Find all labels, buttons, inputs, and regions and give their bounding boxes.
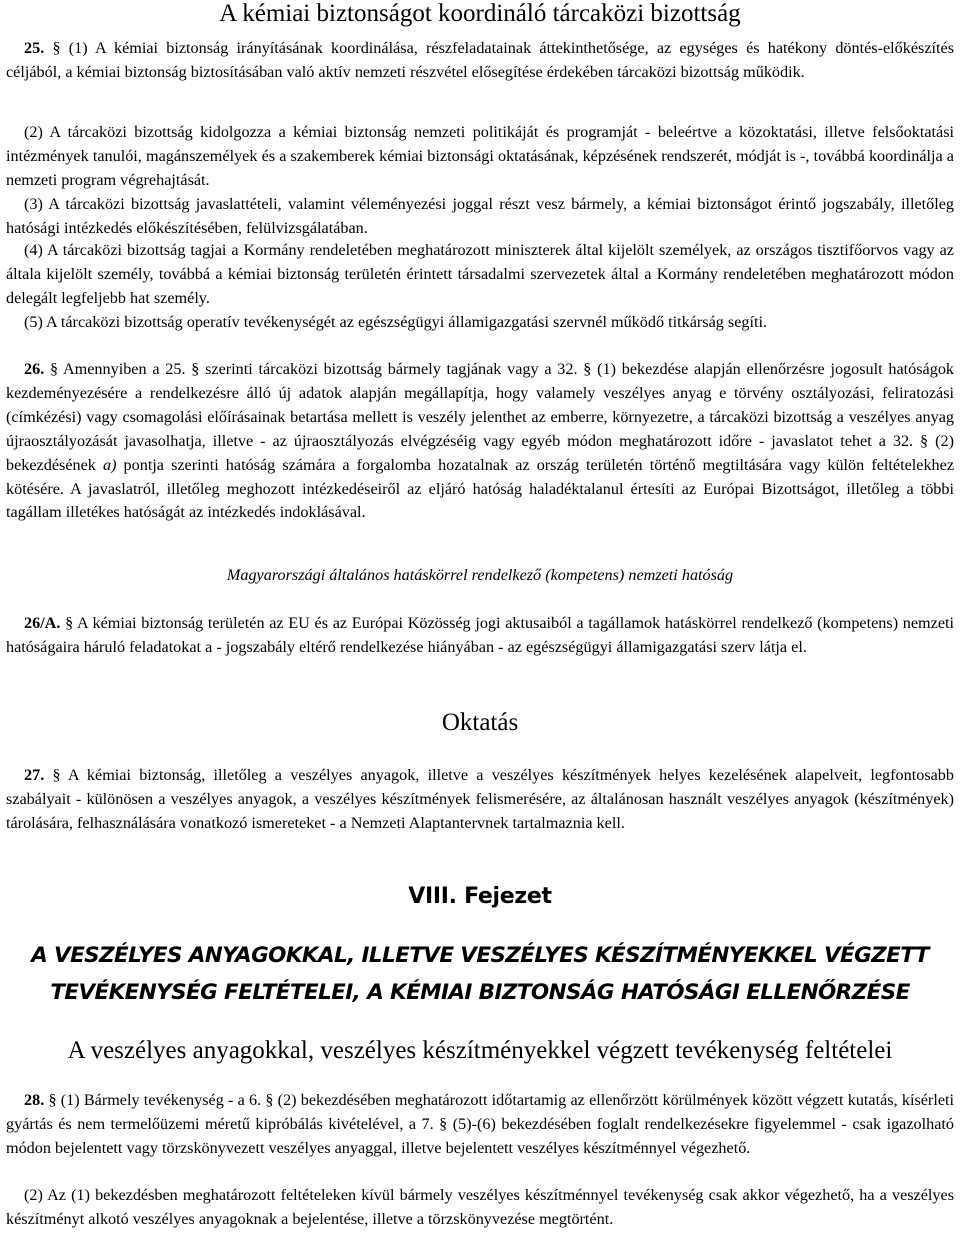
paragraph-25-5 xyxy=(6,311,954,335)
paragraph-26a xyxy=(6,612,954,660)
section-number-27: 27. xyxy=(24,766,45,784)
paragraph-text: (2) Az (1) bekezdésben meghatározott feltételeken kívül bármely veszélyes készítménnyel tevékenység csak akkor végezhető, ha a veszélyes készítményt alkotó veszélyes anyagoknak a bejelentése, illetve a törzskönyvezése megtörtént. xyxy=(6,1186,954,1228)
chapter-title-line-2: TEVÉKENYSÉG FELTÉTELEI, A KÉMIAI BIZTONSÁG HATÓSÁGI ELLENŐRZÉSE xyxy=(50,980,910,1005)
section-number-26: 26. xyxy=(24,360,45,378)
subheading-competent-authority: Magyarországi általános hatáskörrel rendelkező (kompetens) nemzeti hatóság xyxy=(226,566,734,584)
paragraph-28-1 xyxy=(6,1089,954,1161)
paragraph-25-4 xyxy=(6,239,954,311)
paragraph-27 xyxy=(6,764,954,836)
point-letter: a) xyxy=(102,455,117,474)
paragraph-25-1 xyxy=(6,37,954,85)
paragraph-text: (4) A tárcaközi bizottság tagjai a Kormány rendeletében meghatározott miniszterek által kijelölt személyek, az országos tisztifőorvos vagy az általa kijelölt személy, továbbá a kémiai biztonság területén érintett társadalmi szervezetek által a Kormány rendeletében meghatározott módon delegált legfeljebb hat személy. xyxy=(6,241,954,307)
paragraph-text: (3) A tárcaközi bizottság javaslattételi, valamint véleményezési joggal részt vesz bármely, a kémiai biztonságot érintő jogszabály, illetőleg hatósági intézkedés előkészítésében, felülvizsgálatában. xyxy=(6,195,954,237)
paragraph-text: (5) A tárcaközi bizottság operatív tevékenységét az egészségügyi államigazgatási szervnél működő titkárság segíti. xyxy=(24,313,768,331)
paragraph-text: § A kémiai biztonság területén az EU és az Európai Közösség jogi aktusaiból a tagállamok hatáskörrel rendelkező (kompetens) nemzeti hatóságaira háruló feladatokat a - jogszabály eltérő rendelkezése hiányában - az egészségügyi államigazgatási szerv látja el. xyxy=(6,614,955,656)
chapter-title-line-1: A VESZÉLYES ANYAGOKKAL, ILLETVE VESZÉLYES KÉSZÍTMÉNYEKKEL VÉGZETT xyxy=(31,943,929,968)
paragraph-text: pontja szerinti hatóság számára a forgalomba hozatalnak az ország területén történő megtiltására vagy külön feltételekhez kötésére. A javaslatról, illetőleg meghozott intézkedéseiről az eljáró hatóság haladéktalanul értesíti az Európai Bizottságot, illetőleg a többi tagállam illetékes hatóságát az intézkedés indoklásával. xyxy=(6,455,954,522)
paragraph-text: § A kémiai biztonság, illetőleg a veszélyes anyagok, illetve a veszélyes készítmények helyes kezelésének alapelveit, legfontosabb szabályait - különösen a veszélyes anyagok, a veszélyes készítmények felismerésére, az általánosan használt veszélyes anyagok (készítmények) tárolására, felhasználására vonatkozó ismereteket - a Nemzeti Alaptantervnek tartalmaznia kell. xyxy=(6,766,954,832)
section-heading-education: Oktatás xyxy=(441,709,519,736)
paragraph-25-2 xyxy=(6,121,954,193)
paragraph-text: § (1) A kémiai biztonság irányításának koordinálása, részfeladatainak áttekinthetősége, az egységes és hatékony döntés-előkészítés céljából, a kémiai biztonság biztosításában való aktív nemzeti részvétel elősegítése érdekében tárcaközi bizottság működik. xyxy=(6,39,955,81)
paragraph-25-3 xyxy=(6,193,954,241)
section-number-28: 28. xyxy=(24,1091,45,1109)
chapter-number: VIII. Fejezet xyxy=(408,884,552,909)
paragraph-28-2 xyxy=(6,1184,954,1232)
section-number-25: 25. xyxy=(24,39,45,57)
section-number-26a: 26/A. xyxy=(24,614,61,632)
paragraph-text: § (1) Bármely tevékenység - a 6. § (2) bekezdésében meghatározott időtartamig az ellenőrzött körülmények között végzett kutatás, kísérleti gyártás és nem termelőüzemi méretű kipróbálás kivételével, a 7. § (5)-(6) bekezdésében foglalt rendelkezésekre figyelemmel - csak igazolható módon bejelentett vagy törzskönyvezett veszélyes anyaggal, illetve bejelentett veszélyes készítménnyel végezhető. xyxy=(6,1091,954,1157)
paragraph-text: (2) A tárcaközi bizottság kidolgozza a kémiai biztonság nemzeti politikáját és programját - beleértve a közoktatási, illetve felsőoktatási intézmények tanulói, magánszemélyek és a szakemberek kémiai biztonsági oktatásának, képzésének rendszerét, módját is -, továbbá koordinálja a nemzeti program végrehajtását. xyxy=(6,123,954,189)
paragraph-26 xyxy=(6,358,954,525)
section-heading-activity-conditions: A veszélyes anyagokkal, veszélyes készítményekkel végzett tevékenység feltételei xyxy=(67,1037,893,1064)
section-heading-coordinating-committee: A kémiai biztonságot koordináló tárcaközi bizottság xyxy=(219,0,741,27)
paragraph-text: § Amennyiben a 25. § szerinti tárcaközi bizottság bármely tagjának vagy a 32. § (1) bekezdése alapján ellenőrzésre jogosult hatóságok kezdeményezésére a rendelkezésre álló új adatok alapján megállapítja, hogy valamely veszélyes anyag e törvény osztályozási, feliratozási (címkézési) vagy csomagolási előírásainak betartása mellett is veszély jelenthet az emberre, környezetre, a tárcaközi bizottság a veszélyes anyag újraosztályozását javasolhatja, illetve - az újraosztályozás elvégzéséig vagy egyéb módon meghatározott időre - javaslatot tehet a 32. § (2) bekezdésének xyxy=(6,360,955,474)
